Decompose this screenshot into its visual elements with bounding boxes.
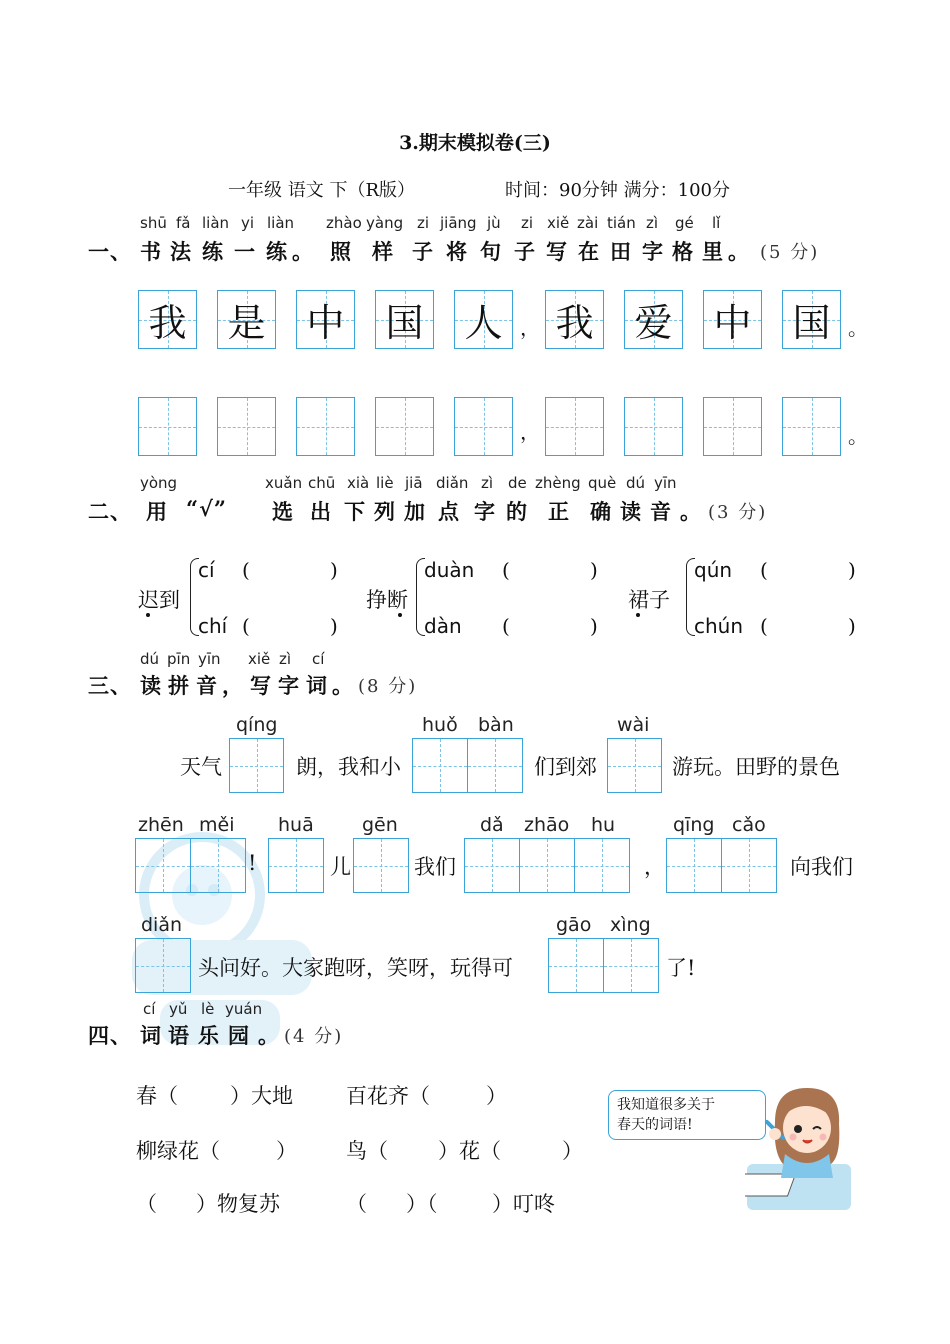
paren-close: ) bbox=[848, 558, 856, 582]
model-cell-2: 是 bbox=[217, 290, 276, 349]
q3-cell-xing[interactable] bbox=[603, 938, 659, 993]
q2-g2-answer2[interactable] bbox=[516, 616, 586, 640]
q4-blank[interactable] bbox=[512, 1135, 560, 1159]
paren-open: ( bbox=[242, 614, 250, 638]
q4-item: ） bbox=[276, 1139, 297, 1163]
pinyin-gen: gēn bbox=[362, 814, 398, 836]
q3-cell-mei[interactable] bbox=[190, 838, 246, 893]
pinyin-zhao: zhāo bbox=[524, 814, 570, 836]
q3-cell-zhen[interactable] bbox=[135, 838, 191, 893]
q2-g3-opt2: chún bbox=[694, 614, 744, 638]
q3-text: ， bbox=[644, 855, 665, 879]
q3-text: 我们 bbox=[414, 855, 456, 879]
pinyin-wai: wài bbox=[617, 714, 650, 736]
model-comma: ， bbox=[520, 316, 540, 340]
q4-blank[interactable] bbox=[226, 1135, 276, 1159]
q2-g3-answer1[interactable] bbox=[774, 560, 844, 584]
q3-cell-huo[interactable] bbox=[412, 738, 468, 793]
pinyin-hu: hu bbox=[591, 814, 616, 836]
model-cell-5: 人 bbox=[454, 290, 513, 349]
paren-close: ) bbox=[590, 558, 598, 582]
answer-cell-7[interactable] bbox=[624, 397, 683, 456]
q3-text: 了! bbox=[666, 956, 696, 980]
q4-item: 百花齐（ bbox=[346, 1084, 430, 1108]
q3-cell-qing2[interactable] bbox=[666, 838, 722, 893]
q2-g1-opt2: chí bbox=[198, 614, 228, 638]
q2-g1-answer1[interactable] bbox=[256, 560, 326, 584]
exam-grade: 一年级 语文 下（R版） bbox=[228, 180, 415, 201]
pinyin-da: dǎ bbox=[480, 814, 504, 836]
answer-cell-5[interactable] bbox=[454, 397, 513, 456]
q3-text: 儿 bbox=[330, 855, 351, 879]
paren-close: ) bbox=[590, 614, 598, 638]
q4-item: （ bbox=[346, 1192, 367, 1216]
q3-text: 头问好。大家跑呀，笑呀，玩得可 bbox=[198, 956, 513, 980]
q2-g2-opt1: duàn bbox=[424, 558, 475, 582]
girl-illustration bbox=[745, 1082, 855, 1212]
q3-text: 朗，我和小 bbox=[296, 755, 401, 779]
q2-g1-opt1: cí bbox=[198, 558, 215, 582]
model-cell-8: 中 bbox=[703, 290, 762, 349]
q4-item: ） bbox=[486, 1084, 507, 1108]
answer-cell-9[interactable] bbox=[782, 397, 841, 456]
q4-item: ）叮咚 bbox=[492, 1192, 555, 1216]
bubble-line-1: 我知道很多关于 bbox=[617, 1097, 715, 1113]
pinyin-zhen: zhēn bbox=[138, 814, 184, 836]
paren-open: ( bbox=[242, 558, 250, 582]
q4-item: ）花（ bbox=[438, 1139, 501, 1163]
q3-text: 游玩。田野的景色 bbox=[672, 755, 840, 779]
model-cell-9: 国 bbox=[782, 290, 841, 349]
q4-item: ）大地 bbox=[230, 1084, 293, 1108]
model-cell-4: 国 bbox=[375, 290, 434, 349]
paren-open: ( bbox=[760, 614, 768, 638]
q3-cell-dian[interactable] bbox=[135, 938, 191, 993]
paren-open: ( bbox=[502, 558, 510, 582]
pinyin-qing: qíng bbox=[236, 714, 278, 736]
pinyin-gao: gāo bbox=[556, 914, 592, 936]
q4-item: 春（ bbox=[136, 1084, 178, 1108]
q2-g3-answer2[interactable] bbox=[774, 616, 844, 640]
paren-close: ) bbox=[330, 614, 338, 638]
q4-blank[interactable] bbox=[394, 1135, 438, 1159]
answer-cell-2[interactable] bbox=[217, 397, 276, 456]
speech-bubble bbox=[608, 1090, 766, 1140]
pinyin-ban: bàn bbox=[478, 714, 514, 736]
q3-cell-hu[interactable] bbox=[574, 838, 630, 893]
paren-close: ) bbox=[848, 614, 856, 638]
q2-word-1: 迟到 bbox=[138, 588, 180, 612]
emphasis-dot bbox=[146, 613, 150, 617]
q4-item: 鸟（ bbox=[346, 1139, 388, 1163]
q4-item: 柳绿花（ bbox=[136, 1139, 220, 1163]
answer-comma: ， bbox=[520, 420, 540, 444]
pinyin-hua: huā bbox=[278, 814, 314, 836]
bubble-line-2: 春天的词语! bbox=[617, 1117, 693, 1133]
q2-g2-answer1[interactable] bbox=[516, 560, 586, 584]
model-cell-7: 爱 bbox=[624, 290, 683, 349]
answer-period: 。 bbox=[848, 424, 868, 448]
emphasis-dot bbox=[636, 613, 640, 617]
pinyin-qing2: qīng bbox=[673, 814, 715, 836]
paren-open: ( bbox=[760, 558, 768, 582]
answer-cell-3[interactable] bbox=[296, 397, 355, 456]
q3-cell-gen[interactable] bbox=[353, 838, 409, 893]
q3-cell-da[interactable] bbox=[464, 838, 520, 893]
q2-g3-opt1: qún bbox=[694, 558, 733, 582]
q3-cell-ban[interactable] bbox=[467, 738, 523, 793]
q4-item: ）（ bbox=[406, 1192, 438, 1216]
pinyin-huo: huǒ bbox=[422, 714, 458, 736]
q4-item: ）物复苏 bbox=[196, 1192, 280, 1216]
q3-cell-wai[interactable] bbox=[607, 738, 662, 793]
q3-text: ! bbox=[248, 851, 257, 875]
answer-cell-1[interactable] bbox=[138, 397, 197, 456]
q4-blank[interactable] bbox=[368, 1188, 408, 1212]
q3-cell-cao[interactable] bbox=[721, 838, 777, 893]
q2-g2-opt2: dàn bbox=[424, 614, 462, 638]
q4-blank[interactable] bbox=[450, 1188, 492, 1212]
q3-cell-zhao[interactable] bbox=[519, 838, 575, 893]
pinyin-mei: měi bbox=[199, 814, 235, 836]
q4-blank[interactable] bbox=[436, 1080, 486, 1104]
pinyin-dian: diǎn bbox=[141, 914, 183, 936]
q4-item: ） bbox=[562, 1139, 583, 1163]
q2-word-3: 裙子 bbox=[628, 588, 670, 612]
answer-cell-8[interactable] bbox=[703, 397, 762, 456]
q2-g1-answer2[interactable] bbox=[256, 616, 326, 640]
q3-text: 们到郊 bbox=[534, 755, 597, 779]
pinyin-cao: cǎo bbox=[732, 814, 766, 836]
model-period: 。 bbox=[848, 316, 868, 340]
emphasis-dot bbox=[398, 613, 402, 617]
model-cell-3: 中 bbox=[296, 290, 355, 349]
q4-blank[interactable] bbox=[186, 1080, 226, 1104]
q3-text: 天气 bbox=[180, 755, 222, 779]
q3-cell-gao[interactable] bbox=[548, 938, 604, 993]
exam-time-score: 时间：90分钟 满分：100分 bbox=[505, 180, 730, 201]
q4-blank[interactable] bbox=[158, 1188, 198, 1212]
answer-cell-6[interactable] bbox=[545, 397, 604, 456]
paren-close: ) bbox=[330, 558, 338, 582]
q4-item: （ bbox=[136, 1192, 157, 1216]
model-cell-1: 我 bbox=[138, 290, 197, 349]
page-title: 3.期末模拟卷(三) bbox=[399, 132, 551, 154]
pinyin-xing: xìng bbox=[610, 914, 651, 936]
model-cell-6: 我 bbox=[545, 290, 604, 349]
answer-cell-4[interactable] bbox=[375, 397, 434, 456]
q3-cell-hua[interactable] bbox=[268, 838, 324, 893]
q3-text: 向我们 bbox=[790, 855, 853, 879]
q3-cell-qing[interactable] bbox=[229, 738, 284, 793]
q2-word-2: 挣断 bbox=[366, 588, 408, 612]
paren-open: ( bbox=[502, 614, 510, 638]
